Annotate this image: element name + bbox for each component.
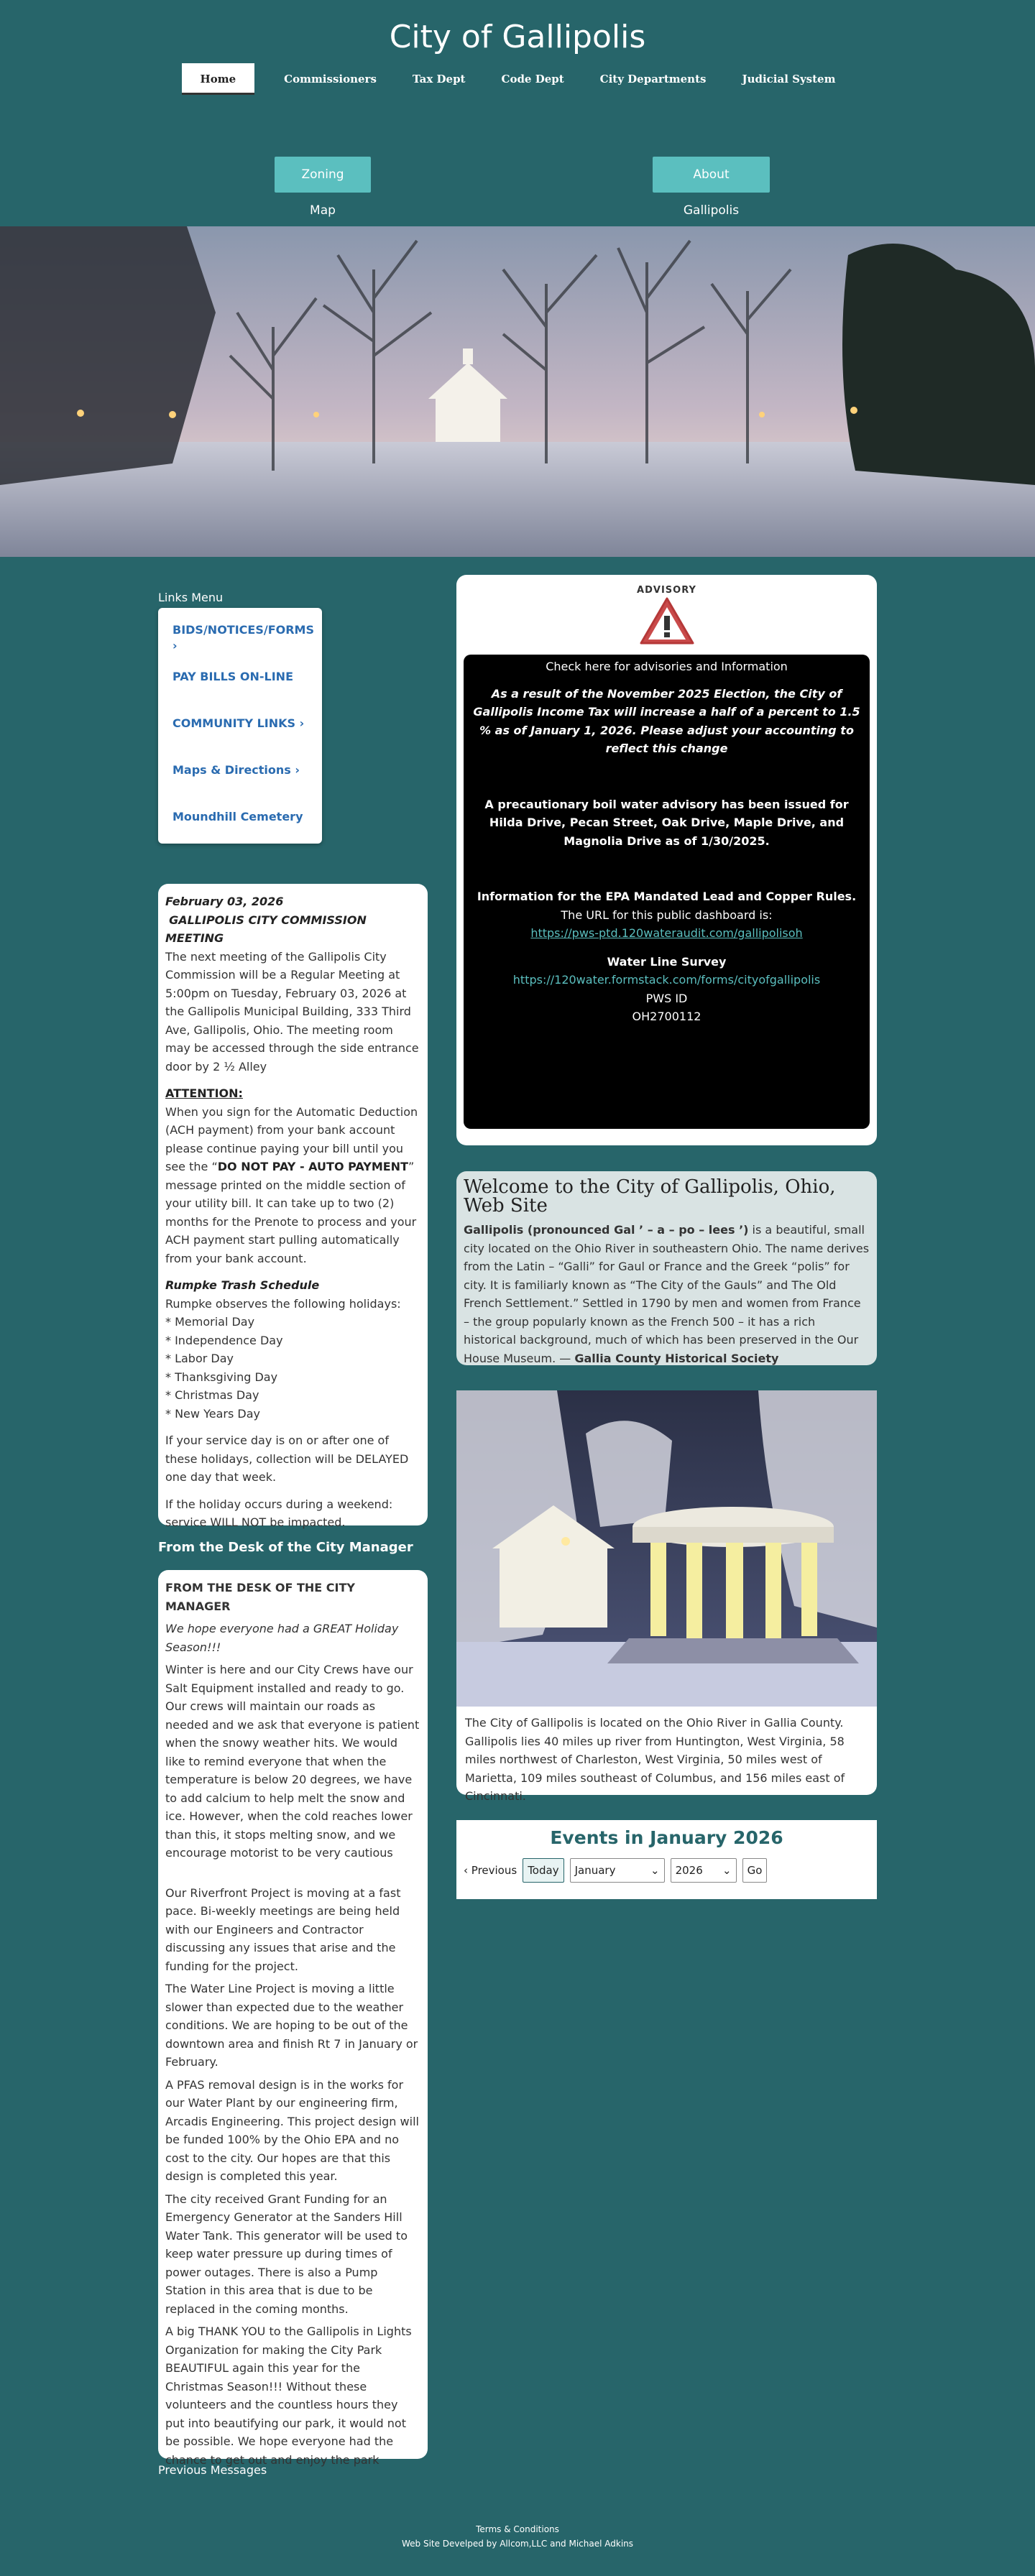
cm-paragraph: Our Riverfront Project is moving at a fast pace. Bi-weekly meetings are being held with our Engineers and Contractor discussing any issues that arise and the funding for the project. [165,1885,401,1973]
chevron-right-icon: › [172,639,178,652]
chevron-down-icon: ⌄ [650,1864,660,1877]
holiday-item: * Christmas Day [165,1388,259,1402]
nav-code-dept[interactable]: Code Dept [501,73,564,86]
nav-commissioners[interactable]: Commissioners [284,73,377,86]
holiday-item: * New Years Day [165,1406,260,1421]
previous-messages-link[interactable]: Previous Messages [158,2463,267,2477]
terms-link[interactable]: Terms & Conditions [476,2524,559,2534]
chevron-down-icon: ⌄ [722,1864,732,1877]
events-go-button[interactable]: Go [742,1858,768,1883]
cm-paragraph: A big THANK YOU to the Gallipolis in Lights Organization for making the City Park BEAUTIFUL again this year for the Christmas Season!!! Without these volunteers and the countless hours they put into beautifying our park, it would not be possible. We hope everyone had the chance to get out and enjoy the park [165,2325,412,2467]
meeting-date: February 03, 2026 [165,895,284,908]
tax-notice: As a result of the November 2025 Election, the City of Gallipolis Income Tax will increase a half of a percent to 1.5 % as of January 1, 2026. Please adjust your accounting to reflect this change [473,686,860,755]
zoning-map-button[interactable]: Zoning Map [275,157,371,193]
site-title: City of Gallipolis [389,19,646,55]
nav-judicial-system[interactable]: Judicial System [742,73,836,86]
chevron-right-icon: › [299,716,305,730]
water-survey-title: Water Line Survey [607,954,727,969]
epa-text: The URL for this public dashboard is: [561,908,773,922]
main-nav [0,63,1035,95]
city-manager-heading: FROM THE DESK OF THE CITY MANAGER [165,1581,355,1613]
cm-paragraph: Winter is here and our City Crews have our Salt Equipment installed and ready to go. Our crews will maintain our roads as needed and we ask that everyone is patient when the snowy weather hits. We would like to remind everyone that when the temperature is below 20 degrees, we have to add calcium to help melt the snow and ice. However, when the cold reaches lower than this, it stops melting snow, and we encourage motorist to be very cautious [165,1663,420,1860]
events-today-button[interactable]: Today [523,1858,564,1883]
holiday-item: * Labor Day [165,1352,234,1365]
site-credit: Web Site Develped by Allcom,LLC and Michael Adkins [401,2539,634,2549]
epa-dashboard-link[interactable]: https://pws-ptd.120wateraudit.com/gallipolisoh [530,926,803,940]
cm-paragraph: A PFAS removal design is in the works for our Water Plant by our engineering firm, Arcadis Engineering. This project design will be funded 100% by the Ohio EPA and no cost to the city. Our hopes are that this design is completed this year. [165,2077,419,2183]
attention-text: When you sign for the Automatic Deduction (ACH payment) from your bank account please continue paying your bill until you see the “DO NOT PAY - AUTO PAYMENT” message printed on the middle section of your utility bill. It can take up to two (2) months for the Prenote to process and your ACH payment start pulling automatically from your bank account. [165,1104,418,1265]
events-year-select[interactable]: 2026 ⌄ [671,1858,737,1883]
events-controls [464,1858,870,1883]
warning-icon [464,596,870,649]
events-month-select[interactable]: January ⌄ [570,1858,665,1883]
delay-text: If your service day is on or after one of these holidays, collection will be DELAYED one day that week. [165,1434,409,1484]
advisory-card [456,575,877,1145]
advisory-check-text[interactable]: Check here for advisories and Information [546,660,788,673]
events-title: Events in January 2026 [550,1827,783,1848]
chevron-left-icon: ‹ [464,1864,468,1877]
holiday-greeting: We hope everyone had a GREAT Holiday Season!!! [165,1622,399,1654]
nav-city-departments[interactable]: City Departments [599,73,707,86]
chevron-right-icon: › [295,763,300,777]
links-menu [158,608,322,844]
attention-label: ATTENTION: [165,1086,243,1100]
holiday-item: * Independence Day [165,1333,283,1347]
footer [0,2522,1035,2551]
about-gallipolis-button[interactable]: About Gallipolis [653,157,770,193]
events-previous-button[interactable]: ‹ Previous [464,1864,518,1877]
trash-intro: Rumpke observes the following holidays: [165,1296,401,1311]
events-widget [456,1820,877,1899]
water-survey-link[interactable]: https://120water.formstack.com/forms/cityofgallipolis [512,973,821,987]
gazebo-image [456,1390,877,1707]
nav-tax-dept[interactable]: Tax Dept [412,73,466,86]
advisory-title: ADVISORY [637,585,696,596]
link-moundhill-cemetery[interactable]: Moundhill Cemetery [172,810,303,823]
meeting-text: The next meeting of the Gallipolis City Commission will be a Regular Meeting at 5:00pm on Tuesday, February 03, 2026 at the Gallipolis Municipal Building, 333 Third Ave, Gallipolis, Ohio. The meeting room may be accessed through the side entrance door by 2 ½ Alley [165,949,419,1074]
cm-paragraph: The city received Grant Funding for an Emergency Generator at the Sanders Hill Water Tank. This generator will be used to keep water pressure up during times of power outages. There is also a Pump Station in this area that is due to be replaced in the coming months. [165,2192,408,2316]
holiday-item: * Memorial Day [165,1315,255,1329]
welcome-card [456,1171,877,1365]
city-manager-card [158,1570,428,2467]
welcome-title: Welcome to the City of Gallipolis, Ohio, Web Site [464,1176,836,1217]
link-bids-notices-forms[interactable]: BIDS/NOTICES/FORMS › [172,623,314,652]
pws-id: OH2700112 [632,1010,702,1023]
weekend-text: If the holiday occurs during a weekend: service WILL NOT be impacted. [165,1497,393,1529]
nav-home[interactable]: Home [182,63,255,95]
cm-paragraph: The Water Line Project is moving a little slower than expected due to the weather conditions. We are hoping to be out of the downtown area and finish Rt 7 in January or February. [165,1982,418,2069]
links-menu-label: Links Menu [158,591,224,604]
welcome-text: Gallipolis (pronounced Gal ’ – a – po – lees ’) is a beautiful, small city located on the Ohio River in southeastern Ohio. The name derives from the Latin – “Galli” for Gaul or France and the Greek “polis” for city. It is familiarly known as “The City of the Gauls” and The Old French Settlement.” Settled in 1790 by men and women from France – the group popularly known as the French 500 – it has a rich historical background, much of which has been preserved in the Our House Museum. — Gallia County Historical Society [464,1223,870,1365]
holiday-item: * Thanksgiving Day [165,1370,278,1384]
site-header [0,0,1035,226]
link-community-links[interactable]: COMMUNITY LINKS › [172,716,305,730]
boil-water-notice: A precautionary boil water advisory has been issued for Hilda Drive, Pecan Street, Oak Drive, Maple Drive, and Magnolia Drive as of 1/30/2025. [484,797,849,848]
link-pay-bills[interactable]: PAY BILLS ON-LINE [172,670,293,683]
pws-label: PWS ID [645,991,688,1005]
hero-image [0,226,1035,557]
link-maps-directions[interactable]: Maps & Directions › [172,763,300,777]
epa-title: Information for the EPA Mandated Lead and Copper Rules. [477,890,857,903]
gazebo-caption: The City of Gallipolis is located on the Ohio River in Gallia County. Gallipolis lies 40 miles up river from Huntington, West Virginia, 58 miles northwest of Charleston, West Virginia, 50 miles west of Marietta, 109 miles southeast of Columbus, and 156 miles east of Cincinnati. [456,1707,877,1795]
meeting-title: GALLIPOLIS CITY COMMISSION MEETING [165,913,367,945]
notice-card [158,884,428,1529]
trash-schedule-title: Rumpke Trash Schedule [165,1278,320,1292]
advisory-panel[interactable] [464,655,870,1129]
city-manager-section-title: From the Desk of the City Manager [158,1540,413,1555]
